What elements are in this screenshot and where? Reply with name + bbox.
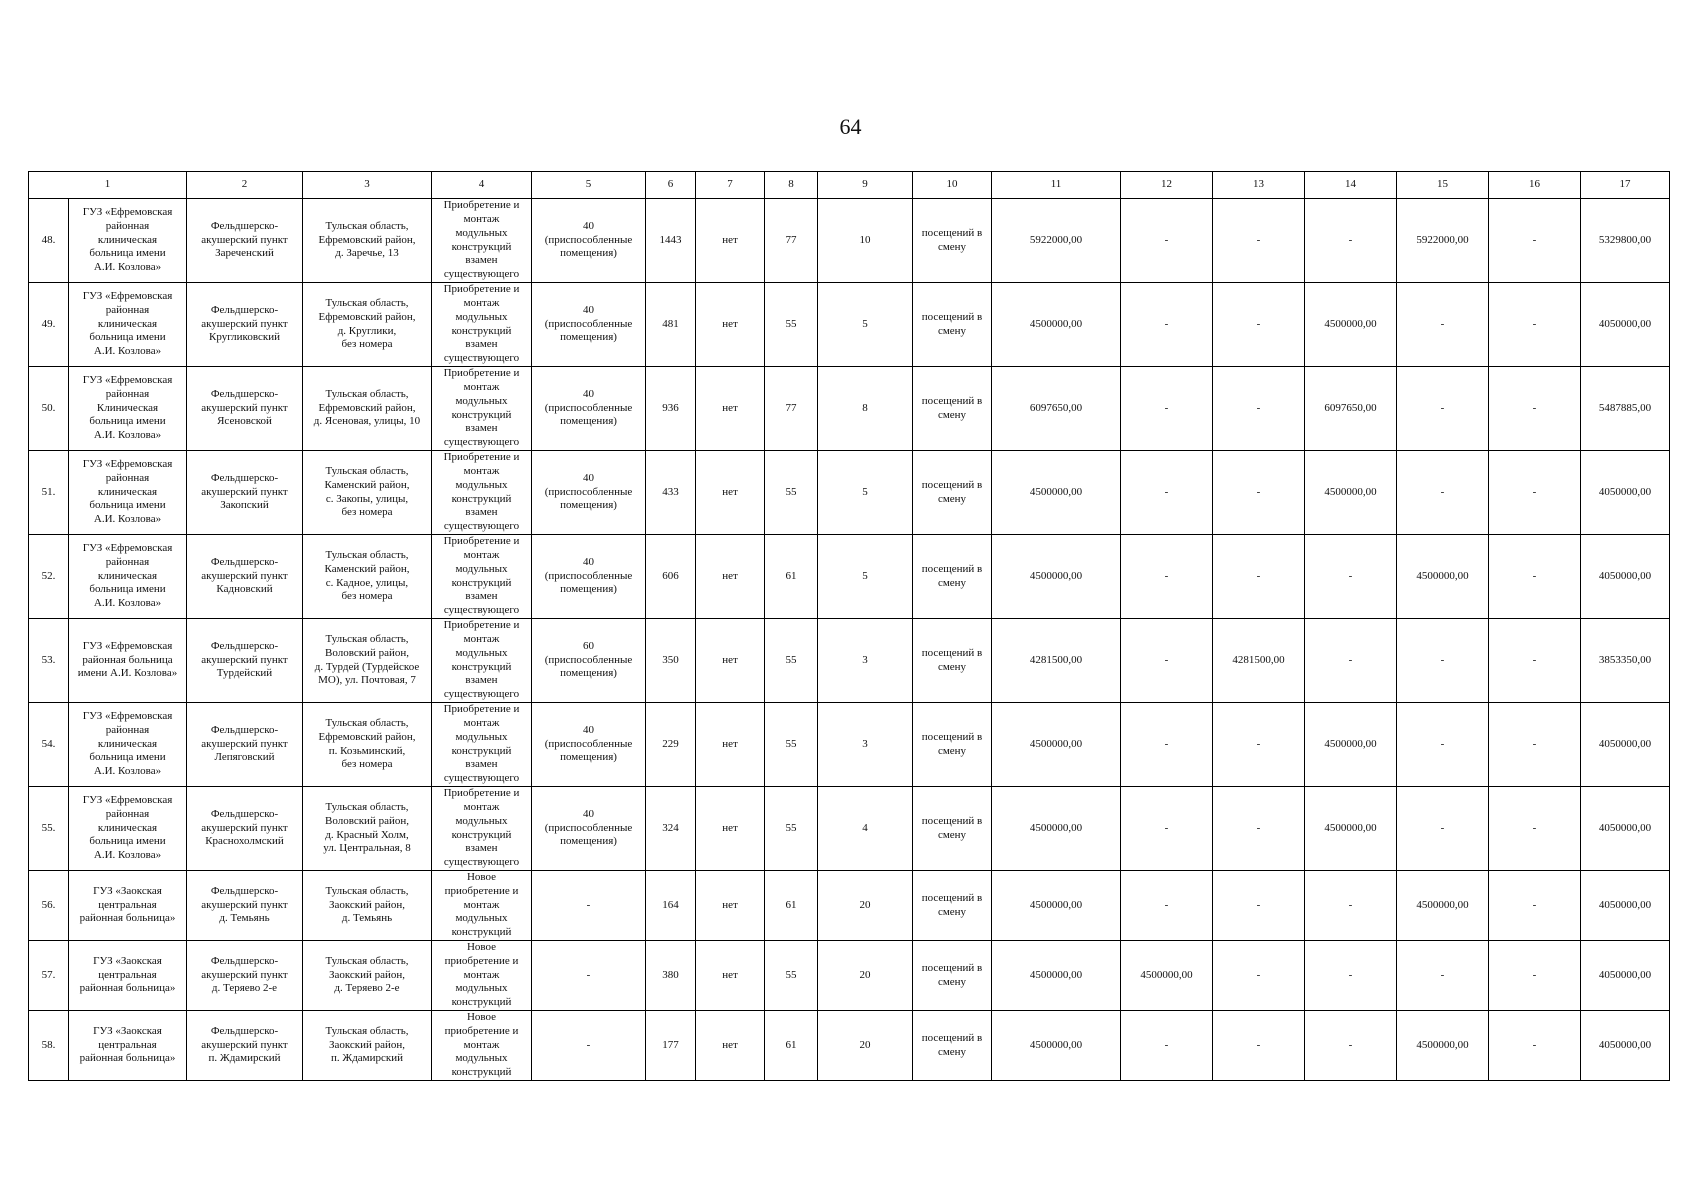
col9-cell: 20 xyxy=(818,1011,913,1081)
facility-cell: Фельдшерско- акушерский пункт Лепяговский xyxy=(187,703,303,787)
column-header: 10 xyxy=(913,172,992,199)
col15-cell: 4500000,00 xyxy=(1397,535,1489,619)
col8-cell: 77 xyxy=(765,199,818,283)
col8-cell: 55 xyxy=(765,941,818,1011)
col10-cell: посещений в смену xyxy=(913,941,992,1011)
row-number-cell: 55. xyxy=(29,787,69,871)
col10-cell: посещений в смену xyxy=(913,451,992,535)
col12-cell: - xyxy=(1121,199,1213,283)
col13-cell: - xyxy=(1213,1011,1305,1081)
col17-cell: 4050000,00 xyxy=(1581,535,1670,619)
col14-cell: - xyxy=(1305,871,1397,941)
column-header: 2 xyxy=(187,172,303,199)
col8-cell: 61 xyxy=(765,871,818,941)
organization-cell: ГУЗ «Ефремовская районная клиническая больница имени А.И. Козлова» xyxy=(69,451,187,535)
col14-cell: - xyxy=(1305,1011,1397,1081)
facility-cell: Фельдшерско- акушерский пункт Кадновский xyxy=(187,535,303,619)
col8-cell: 55 xyxy=(765,283,818,367)
col12-cell: - xyxy=(1121,871,1213,941)
facility-cell: Фельдшерско- акушерский пункт Кругликовский xyxy=(187,283,303,367)
col9-cell: 20 xyxy=(818,941,913,1011)
col17-cell: 5329800,00 xyxy=(1581,199,1670,283)
col17-cell: 4050000,00 xyxy=(1581,451,1670,535)
table-row xyxy=(29,871,1670,941)
col14-cell: 6097650,00 xyxy=(1305,367,1397,451)
column-header: 11 xyxy=(992,172,1121,199)
organization-cell: ГУЗ «Ефремовская районная Клиническая больница имени А.И. Козлова» xyxy=(69,367,187,451)
row-number-cell: 54. xyxy=(29,703,69,787)
col14-cell: - xyxy=(1305,535,1397,619)
col17-cell: 4050000,00 xyxy=(1581,871,1670,941)
col13-cell: - xyxy=(1213,367,1305,451)
col12-cell: - xyxy=(1121,283,1213,367)
col9-cell: 3 xyxy=(818,703,913,787)
address-cell: Тульская область, Ефремовский район, д. Заречье, 13 xyxy=(303,199,432,283)
col12-cell: 4500000,00 xyxy=(1121,941,1213,1011)
column-header: 6 xyxy=(646,172,696,199)
col16-cell: - xyxy=(1489,619,1581,703)
col15-cell: - xyxy=(1397,283,1489,367)
col15-cell: 4500000,00 xyxy=(1397,1011,1489,1081)
row-number-cell: 56. xyxy=(29,871,69,941)
col7-cell: нет xyxy=(696,535,765,619)
col17-cell: 5487885,00 xyxy=(1581,367,1670,451)
col5-cell: 40 (приспособленные помещения) xyxy=(532,535,646,619)
col6-cell: 324 xyxy=(646,787,696,871)
col14-cell: 4500000,00 xyxy=(1305,283,1397,367)
col7-cell: нет xyxy=(696,1011,765,1081)
address-cell: Тульская область, Воловский район, д. Турдей (Турдейское МО), ул. Почтовая, 7 xyxy=(303,619,432,703)
col7-cell: нет xyxy=(696,199,765,283)
col10-cell: посещений в смену xyxy=(913,619,992,703)
facility-cell: Фельдшерско- акушерский пункт д. Темьянь xyxy=(187,871,303,941)
column-header: 13 xyxy=(1213,172,1305,199)
col10-cell: посещений в смену xyxy=(913,703,992,787)
address-cell: Тульская область, Ефремовский район, п. Козьминский, без номера xyxy=(303,703,432,787)
col8-cell: 61 xyxy=(765,535,818,619)
col13-cell: - xyxy=(1213,199,1305,283)
col7-cell: нет xyxy=(696,451,765,535)
column-header: 7 xyxy=(696,172,765,199)
action-cell: Приобретение и монтаж модульных конструкций взамен существующего xyxy=(432,787,532,871)
col17-cell: 4050000,00 xyxy=(1581,703,1670,787)
col11-cell: 4500000,00 xyxy=(992,941,1121,1011)
organization-cell: ГУЗ «Заокская центральная районная больница» xyxy=(69,1011,187,1081)
action-cell: Приобретение и монтаж модульных конструкций взамен существующего xyxy=(432,199,532,283)
action-cell: Новое приобретение и монтаж модульных конструкций xyxy=(432,871,532,941)
column-header: 9 xyxy=(818,172,913,199)
address-cell: Тульская область, Каменский район, с. Кадное, улицы, без номера xyxy=(303,535,432,619)
col11-cell: 5922000,00 xyxy=(992,199,1121,283)
col15-cell: 4500000,00 xyxy=(1397,871,1489,941)
col5-cell: 40 (приспособленные помещения) xyxy=(532,787,646,871)
table-row xyxy=(29,941,1670,1011)
table-row xyxy=(29,787,1670,871)
column-header: 8 xyxy=(765,172,818,199)
col16-cell: - xyxy=(1489,787,1581,871)
column-header: 1 xyxy=(29,172,187,199)
address-cell: Тульская область, Воловский район, д. Красный Холм, ул. Центральная, 8 xyxy=(303,787,432,871)
col7-cell: нет xyxy=(696,871,765,941)
address-cell: Тульская область, Заокский район, п. Ждамирский xyxy=(303,1011,432,1081)
address-cell: Тульская область, Заокский район, д. Теряево 2-е xyxy=(303,941,432,1011)
column-header: 17 xyxy=(1581,172,1670,199)
col5-cell: - xyxy=(532,941,646,1011)
col6-cell: 481 xyxy=(646,283,696,367)
facility-cell: Фельдшерско- акушерский пункт Зареченский xyxy=(187,199,303,283)
col13-cell: - xyxy=(1213,871,1305,941)
table-row xyxy=(29,451,1670,535)
col8-cell: 61 xyxy=(765,1011,818,1081)
col17-cell: 3853350,00 xyxy=(1581,619,1670,703)
col10-cell: посещений в смену xyxy=(913,367,992,451)
col16-cell: - xyxy=(1489,283,1581,367)
col13-cell: - xyxy=(1213,941,1305,1011)
col10-cell: посещений в смену xyxy=(913,787,992,871)
col13-cell: 4281500,00 xyxy=(1213,619,1305,703)
table-row xyxy=(29,283,1670,367)
col6-cell: 380 xyxy=(646,941,696,1011)
row-number-cell: 52. xyxy=(29,535,69,619)
col7-cell: нет xyxy=(696,367,765,451)
col11-cell: 4281500,00 xyxy=(992,619,1121,703)
action-cell: Приобретение и монтаж модульных конструкций взамен существующего xyxy=(432,619,532,703)
address-cell: Тульская область, Ефремовский район, д. Ясеновая, улицы, 10 xyxy=(303,367,432,451)
col16-cell: - xyxy=(1489,451,1581,535)
col7-cell: нет xyxy=(696,941,765,1011)
facility-cell: Фельдшерско- акушерский пункт Турдейский xyxy=(187,619,303,703)
col14-cell: 4500000,00 xyxy=(1305,451,1397,535)
col13-cell: - xyxy=(1213,787,1305,871)
col15-cell: 5922000,00 xyxy=(1397,199,1489,283)
column-header: 5 xyxy=(532,172,646,199)
table-row xyxy=(29,1011,1670,1081)
facility-cell: Фельдшерско- акушерский пункт Краснохолмский xyxy=(187,787,303,871)
col10-cell: посещений в смену xyxy=(913,199,992,283)
organization-cell: ГУЗ «Ефремовская районная больница имени А.И. Козлова» xyxy=(69,619,187,703)
col6-cell: 350 xyxy=(646,619,696,703)
col11-cell: 4500000,00 xyxy=(992,1011,1121,1081)
action-cell: Приобретение и монтаж модульных конструкций взамен существующего xyxy=(432,535,532,619)
col13-cell: - xyxy=(1213,535,1305,619)
table-row xyxy=(29,199,1670,283)
col7-cell: нет xyxy=(696,703,765,787)
col12-cell: - xyxy=(1121,703,1213,787)
col5-cell: - xyxy=(532,871,646,941)
action-cell: Приобретение и монтаж модульных конструкций взамен существующего xyxy=(432,367,532,451)
col14-cell: 4500000,00 xyxy=(1305,787,1397,871)
col12-cell: - xyxy=(1121,619,1213,703)
col8-cell: 77 xyxy=(765,367,818,451)
page-number: 64 xyxy=(839,114,862,139)
col9-cell: 5 xyxy=(818,451,913,535)
organization-cell: ГУЗ «Заокская центральная районная больница» xyxy=(69,941,187,1011)
col15-cell: - xyxy=(1397,367,1489,451)
col5-cell: 40 (приспособленные помещения) xyxy=(532,451,646,535)
col17-cell: 4050000,00 xyxy=(1581,1011,1670,1081)
col16-cell: - xyxy=(1489,367,1581,451)
col11-cell: 4500000,00 xyxy=(992,871,1121,941)
col11-cell: 6097650,00 xyxy=(992,367,1121,451)
col6-cell: 936 xyxy=(646,367,696,451)
row-number-cell: 51. xyxy=(29,451,69,535)
col12-cell: - xyxy=(1121,1011,1213,1081)
organization-cell: ГУЗ «Ефремовская районная клиническая больница имени А.И. Козлова» xyxy=(69,787,187,871)
col15-cell: - xyxy=(1397,787,1489,871)
col17-cell: 4050000,00 xyxy=(1581,941,1670,1011)
organization-cell: ГУЗ «Ефремовская районная клиническая больница имени А.И. Козлова» xyxy=(69,703,187,787)
col7-cell: нет xyxy=(696,283,765,367)
col7-cell: нет xyxy=(696,787,765,871)
col6-cell: 1443 xyxy=(646,199,696,283)
facility-cell: Фельдшерско- акушерский пункт Закопский xyxy=(187,451,303,535)
col5-cell: 40 (приспособленные помещения) xyxy=(532,283,646,367)
data-table xyxy=(28,171,1670,1081)
col9-cell: 8 xyxy=(818,367,913,451)
column-header: 16 xyxy=(1489,172,1581,199)
col9-cell: 4 xyxy=(818,787,913,871)
col8-cell: 55 xyxy=(765,619,818,703)
table-row xyxy=(29,619,1670,703)
action-cell: Приобретение и монтаж модульных конструкций взамен существующего xyxy=(432,283,532,367)
col9-cell: 5 xyxy=(818,283,913,367)
col14-cell: 4500000,00 xyxy=(1305,703,1397,787)
row-number-cell: 50. xyxy=(29,367,69,451)
column-header: 12 xyxy=(1121,172,1213,199)
col5-cell: - xyxy=(532,1011,646,1081)
col13-cell: - xyxy=(1213,451,1305,535)
col10-cell: посещений в смену xyxy=(913,871,992,941)
column-header: 3 xyxy=(303,172,432,199)
action-cell: Приобретение и монтаж модульных конструкций взамен существующего xyxy=(432,451,532,535)
col8-cell: 55 xyxy=(765,787,818,871)
column-header: 4 xyxy=(432,172,532,199)
col6-cell: 433 xyxy=(646,451,696,535)
col6-cell: 164 xyxy=(646,871,696,941)
col16-cell: - xyxy=(1489,199,1581,283)
col15-cell: - xyxy=(1397,451,1489,535)
col5-cell: 40 (приспособленные помещения) xyxy=(532,199,646,283)
col14-cell: - xyxy=(1305,941,1397,1011)
col12-cell: - xyxy=(1121,367,1213,451)
col7-cell: нет xyxy=(696,619,765,703)
facility-cell: Фельдшерско- акушерский пункт д. Теряево 2-е xyxy=(187,941,303,1011)
col5-cell: 40 (приспособленные помещения) xyxy=(532,367,646,451)
row-number-cell: 57. xyxy=(29,941,69,1011)
action-cell: Новое приобретение и монтаж модульных конструкций xyxy=(432,1011,532,1081)
col6-cell: 229 xyxy=(646,703,696,787)
row-number-cell: 48. xyxy=(29,199,69,283)
row-number-cell: 53. xyxy=(29,619,69,703)
col12-cell: - xyxy=(1121,787,1213,871)
col11-cell: 4500000,00 xyxy=(992,283,1121,367)
header-row xyxy=(29,172,1670,199)
col17-cell: 4050000,00 xyxy=(1581,283,1670,367)
col16-cell: - xyxy=(1489,703,1581,787)
action-cell: Новое приобретение и монтаж модульных конструкций xyxy=(432,941,532,1011)
col11-cell: 4500000,00 xyxy=(992,703,1121,787)
col8-cell: 55 xyxy=(765,703,818,787)
column-header: 14 xyxy=(1305,172,1397,199)
col16-cell: - xyxy=(1489,871,1581,941)
col15-cell: - xyxy=(1397,703,1489,787)
col12-cell: - xyxy=(1121,535,1213,619)
col17-cell: 4050000,00 xyxy=(1581,787,1670,871)
col10-cell: посещений в смену xyxy=(913,535,992,619)
col15-cell: - xyxy=(1397,619,1489,703)
col10-cell: посещений в смену xyxy=(913,283,992,367)
col9-cell: 20 xyxy=(818,871,913,941)
table-row xyxy=(29,535,1670,619)
col11-cell: 4500000,00 xyxy=(992,787,1121,871)
col12-cell: - xyxy=(1121,451,1213,535)
organization-cell: ГУЗ «Заокская центральная районная больница» xyxy=(69,871,187,941)
row-number-cell: 58. xyxy=(29,1011,69,1081)
col11-cell: 4500000,00 xyxy=(992,451,1121,535)
col6-cell: 177 xyxy=(646,1011,696,1081)
col14-cell: - xyxy=(1305,619,1397,703)
row-number-cell: 49. xyxy=(29,283,69,367)
address-cell: Тульская область, Ефремовский район, д. Круглики, без номера xyxy=(303,283,432,367)
organization-cell: ГУЗ «Ефремовская районная клиническая больница имени А.И. Козлова» xyxy=(69,535,187,619)
col16-cell: - xyxy=(1489,535,1581,619)
table-row xyxy=(29,367,1670,451)
col11-cell: 4500000,00 xyxy=(992,535,1121,619)
col16-cell: - xyxy=(1489,941,1581,1011)
col15-cell: - xyxy=(1397,941,1489,1011)
action-cell: Приобретение и монтаж модульных конструкций взамен существующего xyxy=(432,703,532,787)
col9-cell: 10 xyxy=(818,199,913,283)
address-cell: Тульская область, Каменский район, с. Закопы, улицы, без номера xyxy=(303,451,432,535)
col5-cell: 40 (приспособленные помещения) xyxy=(532,703,646,787)
table-body xyxy=(29,199,1670,1081)
col14-cell: - xyxy=(1305,199,1397,283)
facility-cell: Фельдшерско- акушерский пункт п. Ждамирский xyxy=(187,1011,303,1081)
organization-cell: ГУЗ «Ефремовская районная клиническая больница имени А.И. Козлова» xyxy=(69,283,187,367)
col10-cell: посещений в смену xyxy=(913,1011,992,1081)
col5-cell: 60 (приспособленные помещения) xyxy=(532,619,646,703)
facility-cell: Фельдшерско- акушерский пункт Ясеновской xyxy=(187,367,303,451)
col13-cell: - xyxy=(1213,703,1305,787)
col16-cell: - xyxy=(1489,1011,1581,1081)
organization-cell: ГУЗ «Ефремовская районная клиническая больница имени А.И. Козлова» xyxy=(69,199,187,283)
col8-cell: 55 xyxy=(765,451,818,535)
column-header: 15 xyxy=(1397,172,1489,199)
col9-cell: 5 xyxy=(818,535,913,619)
col6-cell: 606 xyxy=(646,535,696,619)
address-cell: Тульская область, Заокский район, д. Темьянь xyxy=(303,871,432,941)
table-row xyxy=(29,703,1670,787)
col9-cell: 3 xyxy=(818,619,913,703)
col13-cell: - xyxy=(1213,283,1305,367)
